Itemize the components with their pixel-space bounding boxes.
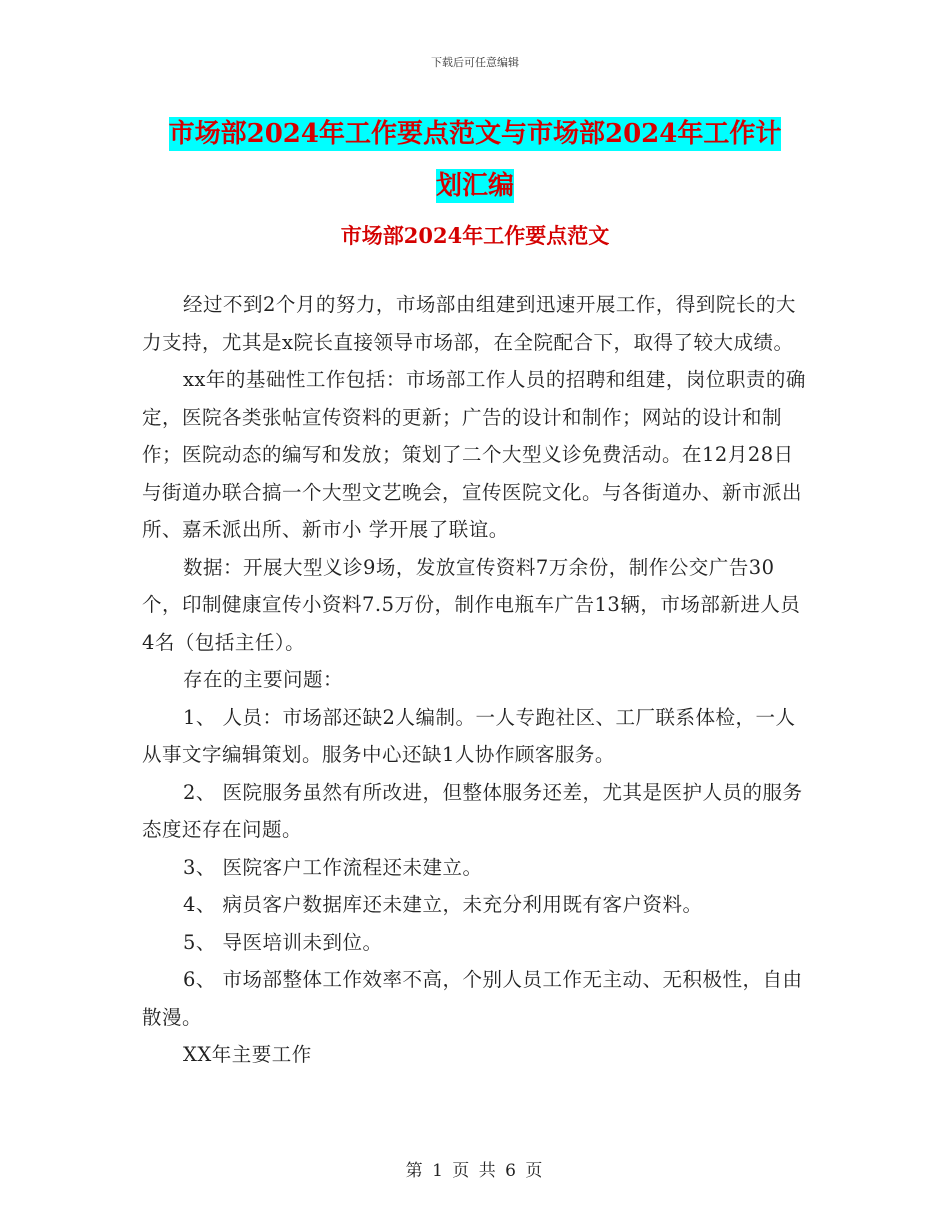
page-footer: 第 1 页 共 6 页	[405, 1161, 545, 1181]
header-note: 下载后可任意编辑	[431, 56, 519, 69]
paragraph-issue-3: 3、 医院客户工作流程还未建立。	[182, 855, 483, 879]
document-title	[140, 108, 810, 212]
title-line-1: 市场部2024年工作要点范文与市场部2024年工作计	[168, 119, 782, 149]
paragraph-issues-heading: 存在的主要问题：	[182, 668, 343, 691]
section-title: 市场部2024年工作要点范文	[340, 223, 610, 248]
document-body	[142, 286, 810, 1074]
paragraph-issue-2: 2、 医院服务虽然有所改进，但整体服务还差，尤其是医护人员的服务态度还存在问题。	[142, 780, 803, 841]
paragraph-issue-1: 1、 人员：市场部还缺2人编制。一人专跑社区、工厂联系体检，一人从事文字编辑策划。服务中心还缺1人协作顾客服务。	[142, 705, 796, 766]
paragraph-basic-work: xx年的基础性工作包括：市场部工作人员的招聘和组建，岗位职责的确定，医院各类张帖宣传资料的更新；广告的设计和制作；网站的设计和制作；医院动态的编写和发放；策划了二个大型义诊免费活动。在12月28日与街道办联合搞一个大型文艺晚会，宣传医院文化。与各街道办、新市派出所、嘉禾派出所、新市小 学开展了联谊。	[142, 368, 806, 541]
paragraph-issue-6: 6、 市场部整体工作效率不高，个别人员工作无主动、无积极性，自由散漫。	[142, 968, 803, 1029]
paragraph-main-work-heading: XX年主要工作	[182, 1043, 312, 1066]
paragraph-intro: 经过不到2个月的努力，市场部由组建到迅速开展工作，得到院长的大力支持，尤其是x院长直接领导市场部，在全院配合下，取得了较大成绩。	[142, 293, 796, 354]
title-line-2: 划汇编	[435, 171, 514, 201]
paragraph-data: 数据：开展大型义诊9场，发放宣传资料7万余份，制作公交广告30个，印制健康宣传小资料7.5万份，制作电瓶车广告13辆，市场部新进人员4名（包括主任）。	[142, 555, 801, 654]
paragraph-issue-4: 4、 病员客户数据库还未建立，未充分利用既有客户资料。	[182, 893, 703, 916]
paragraph-issue-5: 5、 导医培训未到位。	[182, 930, 383, 954]
